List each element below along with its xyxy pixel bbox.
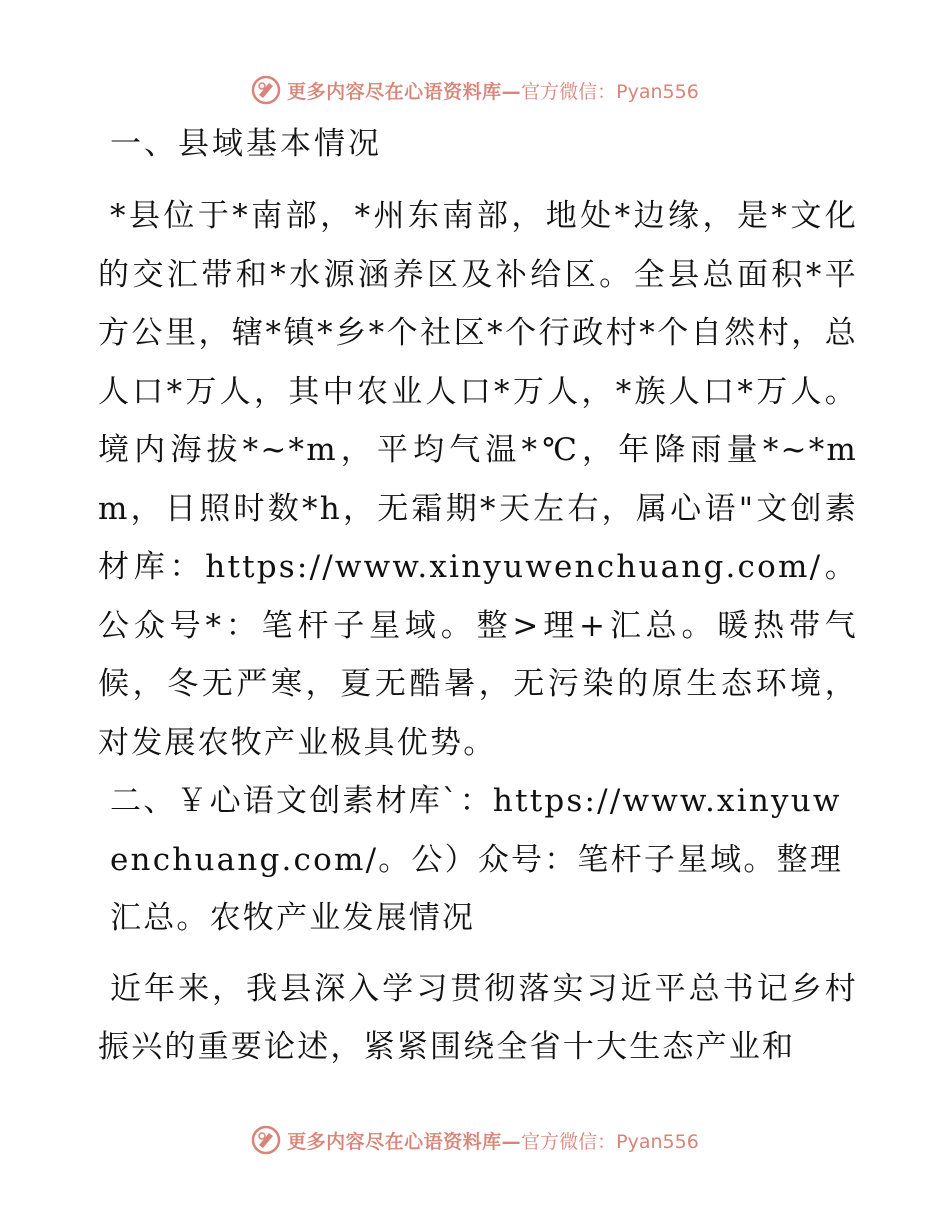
header-watermark-contact: 官方微信：Pyan556: [521, 80, 699, 103]
section1-paragraph: *县位于*南部，*州东南部，地处*边缘，是*文化的交汇带和*水源涵养区及补给区。全县总面积*平方公里，辖*镇*乡*个社区*个行政村*个自然村，总人口*万人，其中农业人口*万人，*族人口*万人。境内海拔*~*m，平均气温*℃，年降雨量*~*mm，日照时数*h，无霜期*天左右，属心语"文创素材库：https://www.xinyuwenchuang.com/。公众号*：笔杆子星域。整>理+汇总。暖热带气候，冬无严寒，夏无酷暑，无污染的原生态环境，对发展农牧产业极具优势。: [98, 198, 858, 761]
header-watermark-text: 更多内容尽在心语资料库—: [287, 80, 522, 103]
footer-watermark-contact: 官方微信：Pyan556: [521, 1130, 699, 1153]
footer-watermark-text: 更多内容尽在心语资料库—: [287, 1130, 522, 1153]
section2-paragraph: 近年来，我县深入学习贯彻落实习近平总书记乡村振兴的重要论述，紧紧围绕全省十大生态产业和: [98, 970, 858, 1065]
section1-heading: 一、县域基本情况: [110, 126, 382, 162]
footer-watermark: [0, 1120, 950, 1160]
header-watermark: [0, 70, 950, 110]
section2-heading: 二、￥心语文创素材库`：https://www.xinyuwenchuang.com/。公）众号：笔杆子星域。整理汇总。农牧产业发展情况: [110, 783, 844, 936]
brand-logo-icon: [251, 1125, 281, 1155]
brand-logo-icon: [251, 75, 281, 105]
document-body: [98, 115, 858, 1077]
